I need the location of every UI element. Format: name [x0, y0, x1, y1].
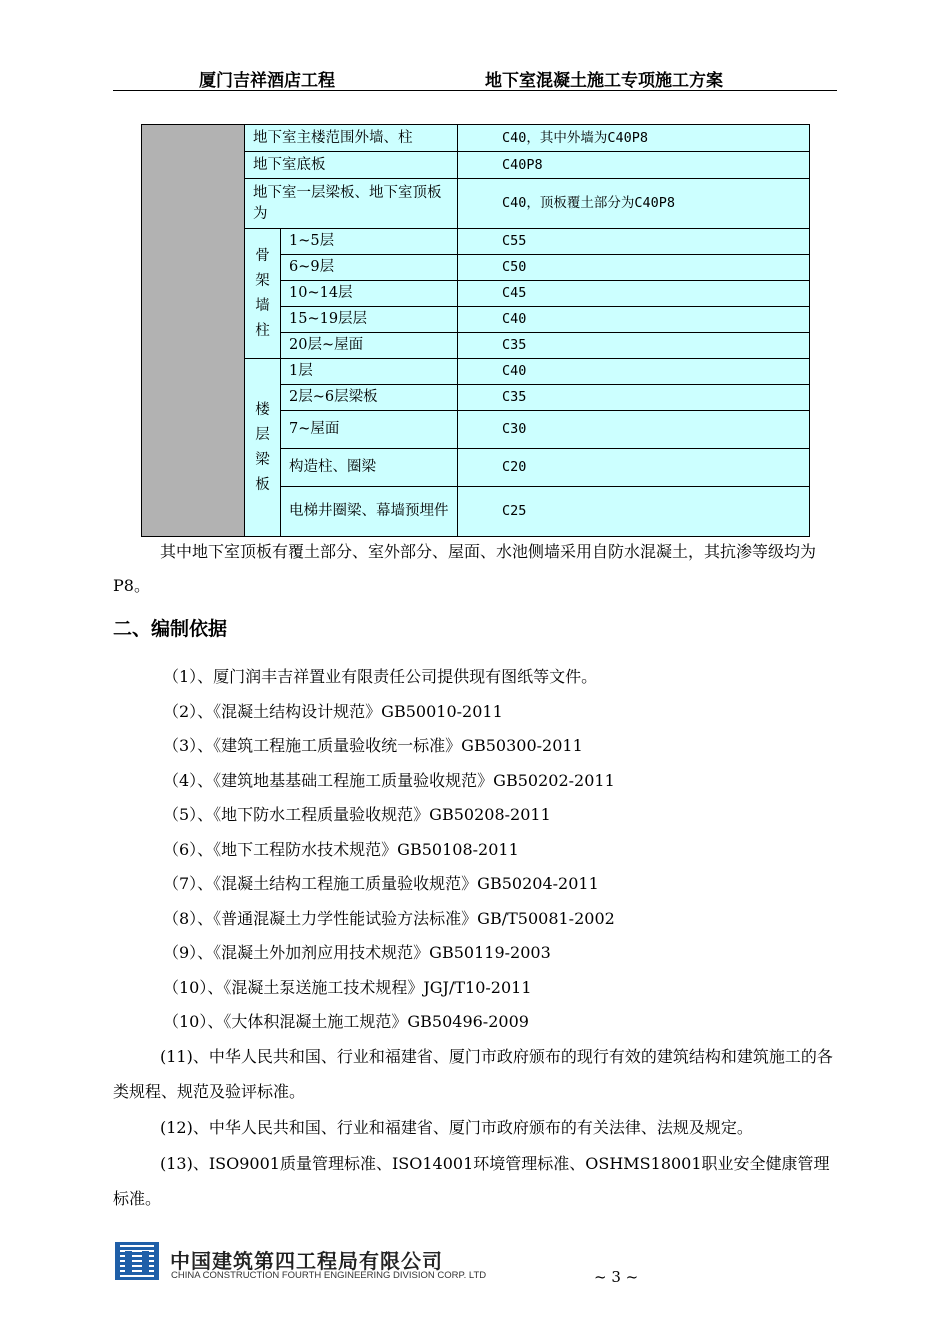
table-cell-grade: C30	[458, 411, 810, 449]
floor-group-label	[245, 359, 281, 537]
table-cell-part: 1~5层	[281, 229, 458, 255]
frame-group-label-text: 骨架墙柱	[255, 247, 270, 339]
table-cell-grade: C40	[458, 307, 810, 333]
list-item: （5）、《地下防水工程质量验收规范》GB50208-2011	[163, 805, 551, 824]
page-header	[113, 62, 837, 91]
table-cell-part: 地下室一层梁板、地下室顶板为	[245, 179, 458, 229]
table-cell-grade: C20	[458, 449, 810, 487]
table-cell-part: 2层~6层梁板	[281, 385, 458, 411]
table-cell-part: 7~屋面	[281, 411, 458, 449]
table-cell-part: 构造柱、圈梁	[281, 449, 458, 487]
table-cell-part: 1层	[281, 359, 458, 385]
list-item: （1）、厦门润丰吉祥置业有限责任公司提供现有图纸等文件。	[163, 667, 598, 686]
header-project-title: 厦门吉祥酒店工程	[199, 71, 335, 91]
table-cell-grade: C35	[458, 333, 810, 359]
page-number: ~ 3 ~	[594, 1268, 639, 1286]
floor-group-label-text: 楼层梁板	[255, 401, 270, 493]
table-cell-grade: C25	[458, 487, 810, 537]
table-cell-part: 6~9层	[281, 255, 458, 281]
list-item: （10）、《混凝土泵送施工技术规程》JGJ/T10-2011	[163, 977, 532, 997]
table-side-column	[142, 125, 245, 537]
table-cell-grade: C40，其中外墙为C40P8	[458, 125, 810, 152]
footer-company-en: CHINA CONSTRUCTION FOURTH ENGINEERING DIVISION CORP. LTD	[171, 1270, 487, 1281]
list-item: （10）、《大体积混凝土施工规范》GB50496-2009	[163, 1012, 529, 1031]
table-cell-part: 20层~屋面	[281, 333, 458, 359]
table-cell-grade: C40	[458, 359, 810, 385]
table-cell-grade: C50	[458, 255, 810, 281]
header-document-title: 地下室混凝土施工专项施工方案	[485, 71, 723, 91]
list-item: （3）、《建筑工程施工质量验收统一标准》GB50300-2011	[163, 736, 583, 755]
table-cell-part: 地下室主楼范围外墙、柱	[245, 125, 458, 152]
table-cell-part: 15~19层层	[281, 307, 458, 333]
table-cell-grade: C55	[458, 229, 810, 255]
cscec-logo-icon	[115, 1242, 159, 1280]
concrete-grade-table	[141, 124, 810, 537]
impermeability-note: 其中地下室顶板有覆土部分、室外部分、屋面、水池侧墙采用自防水混凝土，其抗渗等级均为P8。	[113, 542, 817, 595]
list-item: （6）、《地下工程防水技术规范》GB50108-2011	[163, 839, 519, 859]
list-item: （9）、《混凝土外加剂应用技术规范》GB50119-2003	[163, 943, 551, 962]
table-cell-grade: C45	[458, 281, 810, 307]
table-cell-grade: C40P8	[458, 152, 810, 179]
table-cell-part: 电梯井圈梁、幕墙预埋件	[281, 487, 458, 537]
footer-company-cn: 中国建筑第四工程局有限公司	[170, 1249, 443, 1273]
list-item-long: (12)、中华人民共和国、行业和福建省、厦门市政府颁布的有关法律、法规及规定。	[160, 1118, 753, 1137]
table-cell-part: 10~14层	[281, 281, 458, 307]
table-cell-part: 地下室底板	[245, 152, 458, 179]
list-item-long: (11)、中华人民共和国、行业和福建省、厦门市政府颁布的现行有效的建筑结构和建筑施工的各类规程、规范及验评标准。	[113, 1047, 833, 1101]
frame-group-label	[245, 229, 281, 359]
list-item: （7）、《混凝土结构工程施工质量验收规范》GB50204-2011	[163, 874, 599, 893]
list-item-long: (13)、ISO9001质量管理标准、ISO14001环境管理标准、OSHMS18001职业安全健康管理标准。	[113, 1154, 830, 1208]
section-title: 二、编制依据	[113, 618, 228, 640]
basis-list	[113, 660, 843, 1040]
list-item: （8）、《普通混凝土力学性能试验方法标准》GB/T50081-2002	[163, 908, 615, 928]
table-cell-grade: C35	[458, 385, 810, 411]
list-item: （4）、《建筑地基基础工程施工质量验收规范》GB50202-2011	[163, 770, 615, 790]
table-cell-grade: C40，顶板覆土部分为C40P8	[458, 179, 810, 229]
list-item: （2）、《混凝土结构设计规范》GB50010-2011	[163, 701, 503, 721]
